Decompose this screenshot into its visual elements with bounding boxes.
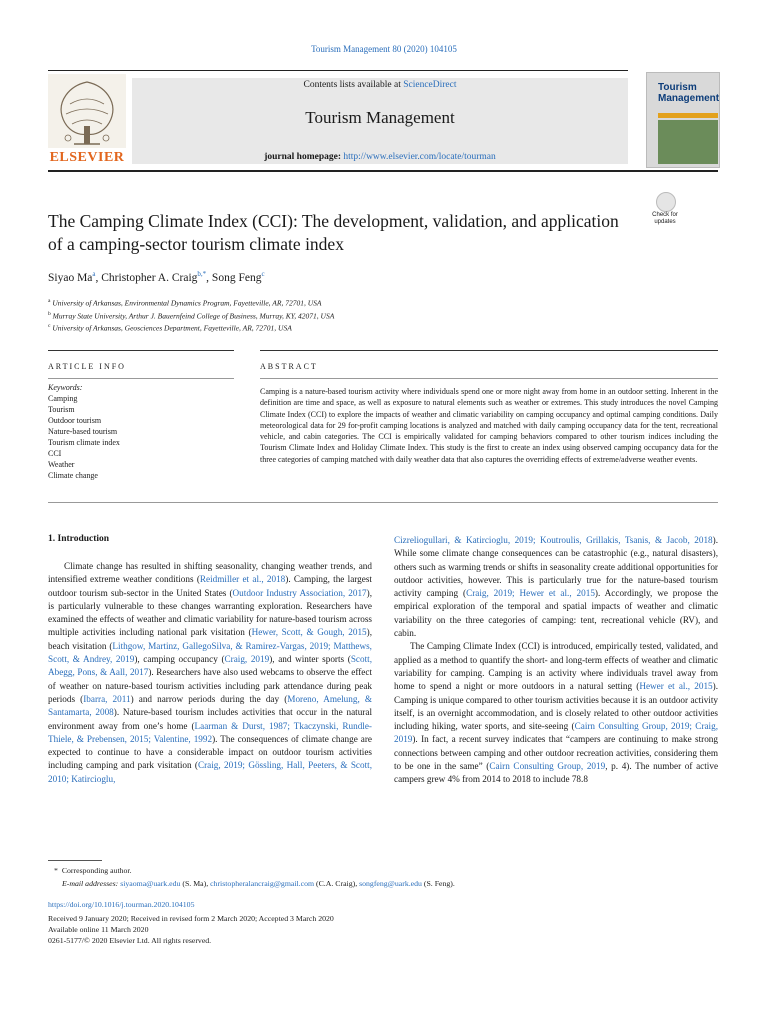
citation-link[interactable]: Reidmiller et al., 2018 — [199, 574, 286, 585]
publisher-wordmark: ELSEVIER — [49, 150, 125, 165]
footnote-star: * — [54, 866, 58, 875]
email-label: E-mail addresses: — [62, 879, 119, 888]
citation-link[interactable]: Hewer et al., 2015 — [639, 681, 713, 692]
keywords-block — [48, 382, 234, 481]
body-paragraph: Cizreliogullari, & Katircioglu, 2019; Koutroulis, Grillakis, Tsanis, & Jacob, 2018). While some climate change consequences can be catastrophic (e.g., natural disasters), others such as warming trends or shifts in seasonality create additional opportunities for outdoor activities, however. This is particularly true for the nature-based tourism activity camping (Craig, 2019; Hewer et al., 2015). Accordingly, we propose the empirical exploration of the temporal and spatial impacts of weather and climatic variability on the three categories of camping: tent, recreational vehicle (RV), and cabin. — [394, 535, 719, 639]
affiliations — [48, 296, 648, 334]
keyword-item: Tourism — [48, 405, 75, 414]
affiliation-line: $^a$ University of Arkansas, Environmental Dynamics Program, Fayetteville, AR, 72701, USA — [48, 298, 322, 308]
check-for-updates-icon[interactable] — [656, 192, 676, 212]
check-for-updates-label[interactable]: Check for updates — [652, 212, 678, 225]
section-heading-introduction: 1. Introduction — [48, 534, 110, 544]
citation-link[interactable]: Lithgow, Martinz, GallegoSilva, & Ramirez-Vargas, 2019; Matthews, Scott, & Andrey, 2019 — [48, 640, 372, 665]
citation-link[interactable]: Cairn Consulting Group, 2019 — [489, 761, 606, 772]
journal-name: Tourism Management — [305, 108, 455, 127]
article-info-rule — [48, 350, 234, 351]
citation-link[interactable]: Ibarra, 2011 — [83, 693, 131, 704]
keywords-list — [48, 393, 234, 481]
journal-homepage — [132, 152, 628, 162]
body-column-right — [394, 534, 718, 787]
affiliation-line: $^b$ Murray State University, Arthur J. Bauernfeind College of Business, Murray, KY, 42071, USA — [48, 310, 335, 320]
citation-link[interactable]: Cairn Consulting Group, 2019; Craig, 2019 — [394, 721, 718, 745]
contents-prefix: Contents lists available at — [303, 80, 401, 90]
sciencedirect-link[interactable]: ScienceDirect — [403, 80, 457, 90]
running-head-link[interactable]: Tourism Management 80 (2020) 104105 — [311, 44, 457, 54]
publication-info — [48, 913, 334, 946]
keywords-rule — [48, 378, 234, 379]
keyword-item: Tourism climate index — [48, 438, 120, 447]
keyword-item: Camping — [48, 394, 78, 403]
author-name[interactable]: Siyao Ma — [48, 271, 93, 284]
body-column-left — [48, 560, 372, 786]
citation-link[interactable]: Scott, Abegg, Pons, & Aall, 2017 — [48, 654, 372, 678]
running-head — [0, 44, 768, 54]
keyword-item: Climate change — [48, 471, 98, 480]
citation-link[interactable]: Hewer, Scott, & Gough, 2015 — [251, 627, 367, 638]
abstract-text: Camping is a nature-based tourism activity where individuals spend one or more night away from home in an outdoor setting. Inherent in the definition are time and space, as well as exposure to natural elements such as weather or extremes. This study introduces the novel Camping Climate Index (CCI) to explore the impacts of weather and climatic variability on camping occupancy and optimal camping conditions. Daily meteorological data for 29 for-profit camping locations is analyzed and matched with daily camping occupancy data for the tent, recreational vehicle, and cabin categories. The CCI is empirically validated for camping behaviors compared to other tourism indices including the Tourism Climate Index and Holiday Climate Index. This study is the first to create an index using observed camping occupancy data for the three categories of camping matched with daily weather data that also captures the overriding effects of extreme/adverse weather events. — [260, 387, 718, 464]
affiliation-line: $^c$ University of Arkansas, Geosciences Department, Fayetteville, AR, 72701, USA — [48, 323, 292, 333]
author-name[interactable]: Christopher A. Craig — [101, 271, 198, 284]
body-paragraph: Climate change has resulted in shifting seasonality, changing weather trends, and intensified extreme weather conditions (Reidmiller et al., 2018). Camping, the largest outdoor tourism sub-sector in the United States (Outdoor Industry Association, 2017), is particularly vulnerable to these changes warranting exploration. Researchers have examined the effects of weather and climatic variability for nature-based tourism across multiple activities including national park visitation (Hewer, Scott, & Gough, 2015), beach visitation (Lithgow, Martinz, GallegoSilva, & Ramirez-Vargas, 2019; Matthews, Scott, & Andrey, 2019), camping occupancy (Craig, 2019), and winter sports (Scott, Abegg, Pons, & Aall, 2017). Researchers have also used webcams to observe the effect of weather on nature-based tourism activities including park attendance during peak periods (Ibarra, 2011) and narrow periods during the day (Moreno, Amelung, & Santamarta, 2008). Nature-based tourism includes activities that occur in the natural environment away from one’s home (Laarman & Durst, 1987; Tkaczynski, Rundle-Thiele, & Prebensen, 2015; Valentine, 1992). The consequences of climate change are expected to continue to have a considerable impact on outdoor tourism activities including camping and park visitation (Craig, 2019; Gössling, Hall, Peeters, & Scott, 2010; Katircioglu, — [48, 561, 373, 784]
article-info-heading: ARTICLE INFO — [48, 362, 126, 371]
cover-photo — [658, 120, 718, 164]
citation-link[interactable]: Laarman & Durst, 1987; Tkaczynski, Rundle-Thiele, & Prebensen, 2015; Valentine, 1992 — [48, 720, 372, 744]
keyword-item: Outdoor tourism — [48, 416, 102, 425]
available-online: Available online 11 March 2020 — [48, 925, 149, 934]
citation-link[interactable]: Cizreliogullari, & Katircioglu, 2019; Koutroulis, Grillakis, Tsanis, & Jacob, 2018 — [394, 535, 713, 545]
masthead-top-rule — [48, 70, 628, 71]
citation-link[interactable]: Craig, 2019; Gössling, Hall, Peeters, & Scott, 2010; Katircioglu, — [48, 760, 373, 784]
footnote-corresponding: * Corresponding author. — [54, 866, 132, 875]
footnote-rule — [48, 860, 102, 861]
email-link[interactable]: songfeng@uark.edu — [359, 879, 422, 888]
copyright-line: 0261-5177/© 2020 Elsevier Ltd. All rights reserved. — [48, 936, 212, 945]
contents-line — [132, 80, 628, 90]
keyword-item: CCI — [48, 449, 62, 458]
received-dates: Received 9 January 2020; Received in revised form 2 March 2020; Accepted 3 March 2020 — [48, 914, 334, 923]
author-list: Siyao Ma$^a$, Christopher A. Craig$^{b,*}$, Song Feng$^c$ — [48, 270, 265, 284]
author-affil-marker[interactable]: b,* — [197, 270, 207, 278]
author-affil-marker[interactable]: c — [261, 270, 265, 278]
email-link[interactable]: siyaoma@uark.edu — [120, 879, 181, 888]
article-title: The Camping Climate Index (CCI): The development, validation, and application of a camping-sector tourism climate index — [48, 211, 619, 254]
homepage-link[interactable]: http://www.elsevier.com/locate/tourman — [343, 152, 496, 162]
doi-link[interactable]: https://doi.org/10.1016/j.tourman.2020.104105 — [48, 900, 195, 909]
masthead-bottom-rule — [48, 170, 718, 172]
citation-link[interactable]: Craig, 2019; Hewer et al., 2015 — [466, 588, 595, 599]
abstract-inner-rule — [260, 378, 718, 379]
abstract-rule — [260, 350, 718, 351]
email-link[interactable]: christopheralancraig@gmail.com — [210, 879, 315, 888]
citation-link[interactable]: Moreno, Amelung, & Santamarta, 2008 — [48, 693, 373, 718]
doi-line — [48, 900, 194, 909]
abstract-heading: ABSTRACT — [260, 362, 318, 371]
author-affil-marker[interactable]: a — [92, 270, 96, 278]
keywords-label: Keywords: — [48, 383, 83, 392]
citation-link[interactable]: Outdoor Industry Association, 2017 — [232, 587, 367, 598]
author-name[interactable]: Song Feng — [211, 271, 262, 284]
abstract-bottom-rule — [48, 502, 718, 503]
cover-accent-strip — [658, 113, 718, 118]
keyword-item: Weather — [48, 460, 75, 469]
cover-title: Tourism Management — [658, 82, 720, 104]
citation-link[interactable]: Craig, 2019 — [224, 654, 270, 665]
keyword-item: Nature-based tourism — [48, 427, 118, 436]
homepage-label: journal homepage: — [264, 152, 341, 162]
body-paragraph: The Camping Climate Index (CCI) is introduced, empirically tested, validated, and applied as a method to quantify the short- and long-term effects of weather and climatic variability for camping. Camping is an activity where individuals travel away from home to spend a night or more outdoors in a natural setting (Hewer et al., 2015). Camping is unique compared to other tourism activities because it is an outdoor activity itself, is an overnight accommodation, and is closely related to other outdoor activities including hiking, water sports, and site-seeing (Cairn Consulting Group, 2019; Craig, 2019). In fact, a recent survey indicates that “campers are continuing to make strong connections between camping and other outdoor recreation activities, considering them to be one in the same” (Cairn Consulting Group, 2019, p. 4). The number of active campers grew 4% from 2014 to 2018 to include 78.8 — [394, 641, 719, 785]
footnote-emails: E-mail addresses: siyaoma@uark.edu (S. Ma), christopheralancraig@gmail.com (C.A. Craig), songfeng@uark.edu (S. Feng). — [62, 879, 455, 888]
